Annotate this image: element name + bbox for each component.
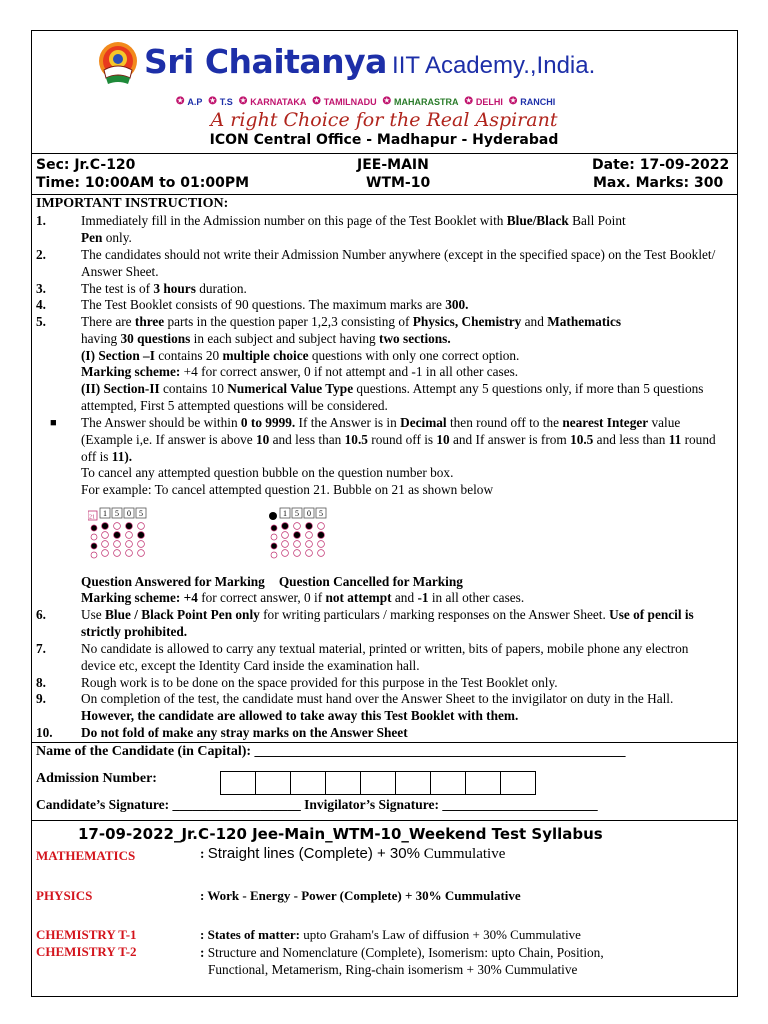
gear-icon: ✪: [382, 96, 391, 107]
divider: [31, 820, 738, 821]
admission-number-label: Admission Number:: [36, 771, 157, 786]
admission-digit-box[interactable]: [465, 771, 501, 795]
signature-row: [36, 797, 598, 813]
state-label: KARNATAKA: [250, 96, 307, 107]
instruction-7: 7. No candidate is allowed to carry any textual material, printed or written, bits of papers, mobile phone any electron device etc, except the Identity Card inside the examination hall.: [36, 641, 689, 673]
digit-label: 5: [139, 509, 143, 518]
academy-logo-icon: [96, 40, 140, 86]
answer-bubble: [306, 541, 313, 548]
digit-label: 1: [103, 509, 107, 518]
state-item: [509, 96, 555, 107]
state-label: DELHI: [475, 96, 503, 107]
instruction-4: 4. The Test Booklet consists of 90 questions. The maximum marks are 300.: [36, 297, 469, 312]
candidate-name-row: [36, 744, 626, 760]
instruction-number: 10.: [36, 725, 53, 740]
brand-sub-text: IIT Academy.,India.: [392, 52, 596, 79]
sign-bubble: [91, 525, 97, 531]
topic-mathematics: : Straight lines (Complete) + 30% Cummulative: [200, 845, 506, 862]
state-item: [383, 96, 459, 107]
exam-time: Time: 10:00AM to 01:00PM: [36, 175, 250, 191]
divider: [31, 153, 738, 154]
subject-chemistry-t1: CHEMISTRY T-1: [36, 927, 137, 942]
answer-bubble: [102, 532, 109, 539]
brand-main-text: Sri Chaitanya: [144, 42, 387, 81]
subject-chemistry-t2: CHEMISTRY T-2: [36, 944, 137, 959]
answer-bubble: [306, 532, 313, 539]
caption-cancelled: Question Cancelled for Marking: [278, 574, 463, 589]
instruction-number: 4.: [36, 297, 46, 312]
admission-digit-box[interactable]: [430, 771, 466, 795]
state-label: A.P: [187, 96, 203, 107]
instruction-6: 6. Use Blue / Black Point Pen only for writing particulars / marking responses on the Answer Sheet. Use of pencil is strictly prohibited.: [36, 607, 694, 639]
invigilator-signature-field[interactable]: _______________________: [442, 797, 598, 812]
answer-bubble: [126, 541, 133, 548]
answer-bubble: [318, 532, 325, 539]
answer-bubble: [102, 550, 109, 557]
divider: [31, 742, 738, 743]
question-number: 21: [89, 514, 95, 521]
instruction-number: 2.: [36, 247, 46, 262]
section-code: Sec: Jr.C-120: [36, 157, 136, 173]
state-item: [312, 96, 376, 107]
tagline: A right Choice for the Real Aspirant: [210, 109, 558, 131]
bubble-grid-cancelled: [268, 506, 348, 568]
sign-bubble: [91, 552, 97, 558]
sign-bubble: [271, 534, 277, 540]
digit-label: 5: [295, 509, 299, 518]
sign-bubble: [91, 543, 97, 549]
instruction-number: 8.: [36, 675, 46, 690]
gear-icon: ✪: [312, 96, 321, 107]
bullet-icon: ■: [50, 417, 57, 429]
exam-name: JEE-MAIN: [357, 157, 429, 173]
state-label: TAMILNADU: [323, 96, 377, 107]
state-label: MAHARASTRA: [393, 96, 459, 107]
admission-digit-box[interactable]: [395, 771, 431, 795]
gear-icon: ✪: [508, 96, 518, 107]
gear-icon: ✪: [208, 96, 217, 107]
candidate-name-field[interactable]: _____________________________________________________: [254, 744, 626, 759]
state-list: [176, 96, 596, 107]
answer-bubble: [294, 541, 301, 548]
answer-bubble: [282, 541, 289, 548]
instruction-number: 3.: [36, 281, 46, 296]
admission-number-boxes[interactable]: [221, 771, 536, 795]
candidate-name-label: Name of the Candidate (in Capital):: [36, 744, 255, 759]
candidate-signature-label: Candidate’s Signature:: [36, 797, 173, 812]
instruction-3: 3. The test is of 3 hours duration.: [36, 281, 247, 296]
cancel-bubble: [269, 512, 277, 520]
answer-bubble: [114, 532, 121, 539]
digit-label: 0: [127, 509, 131, 518]
digit-label: 5: [115, 509, 119, 518]
divider: [31, 194, 738, 195]
answer-bubble: [294, 523, 301, 530]
test-code: WTM-10: [366, 175, 431, 191]
answer-bubble: [306, 550, 313, 557]
answer-bubble: [114, 550, 121, 557]
instruction-1: 1. Immediately fill in the Admission number on this page of the Test Booklet with Blue/Black Ball Point Pen only.: [36, 213, 626, 245]
answer-bubble: [126, 550, 133, 557]
subject-mathematics: MATHEMATICS: [36, 848, 136, 863]
admission-digit-box[interactable]: [500, 771, 536, 795]
digit-label: 0: [307, 509, 311, 518]
brand-name: [144, 42, 595, 81]
gear-icon: ✪: [238, 96, 248, 107]
marking-scheme: Marking scheme: +4 for correct answer, 0 if not attempt and -1 in all other cases.: [81, 590, 525, 605]
answer-bubble: [318, 550, 325, 557]
sign-bubble: [271, 552, 277, 558]
max-marks: Max. Marks: 300: [593, 175, 724, 191]
admission-digit-box[interactable]: [220, 771, 256, 795]
instruction-2: 2. The candidates should not write their Admission Number anywhere (except in the specified space) on the Test Booklet/ Answer Sheet.: [36, 247, 716, 279]
exam-date: Date: 17-09-2022: [592, 157, 730, 173]
answer-bubble: [318, 541, 325, 548]
state-item: [176, 96, 202, 107]
state-item: [464, 96, 502, 107]
topic-chemistry-t2: : Structure and Nomenclature (Complete), Isomerism: upto Chain, Position, Functional, Metamerism, Ring-chain isomerism + 30% Cummulative: [200, 945, 604, 977]
topic-physics: : Work - Energy - Power (Complete) + 30% Cummulative: [200, 888, 521, 903]
digit-label: 5: [319, 509, 323, 518]
gear-icon: ✪: [464, 96, 473, 107]
topic-chemistry-t1: : States of matter: upto Graham's Law of diffusion + 30% Cummulative: [200, 927, 581, 942]
caption-answered: Question Answered for Marking: [81, 574, 265, 589]
state-item: [208, 96, 232, 107]
instructions-title: IMPORTANT INSTRUCTION:: [36, 196, 229, 211]
sign-bubble: [271, 525, 277, 531]
answer-bubble: [126, 532, 133, 539]
instruction-number: 7.: [36, 641, 46, 656]
answer-bubble: [294, 550, 301, 557]
answer-bubble: [138, 550, 145, 557]
office-address: ICON Central Office - Madhapur - Hyderabad: [209, 132, 559, 148]
state-label: RANCHI: [520, 96, 556, 107]
bubble-captions: [81, 574, 463, 590]
instruction-8: 8. Rough work is to be done on the space provided for this purpose in the Test Booklet only.: [36, 675, 558, 690]
answer-bubble: [102, 523, 109, 530]
admission-digit-box[interactable]: [325, 771, 361, 795]
answer-bubble: [138, 541, 145, 548]
syllabus-title: 17-09-2022_Jr.C-120 Jee-Main_WTM-10_Weekend Test Syllabus: [78, 825, 603, 843]
answer-bubble: [282, 523, 289, 530]
instruction-9: 9. On completion of the test, the candidate must hand over the Answer Sheet to the invigilator on duty in the Hall. However, the candidate are allowed to take away this Test Booklet with them.: [36, 691, 674, 723]
instruction-5: 5. There are three parts in the question paper 1,2,3 consisting of Physics, Chemistry and Mathematics having 30 questions in each subject and subject having two sections. (I) Section –I contains 20 multiple choice questions with only one correct option. Marking scheme: +4 for correct answer, 0 if not attempt and -1 in all other cases. (II) Section-II contains 10 Numerical Value Type questions. Attempt any 5 questions only, if more than 5 questions attempted, First 5 attempted questions will be considered.: [36, 314, 704, 413]
admission-digit-box[interactable]: [290, 771, 326, 795]
answer-bubble: [306, 523, 313, 530]
answer-bubble: [138, 523, 145, 530]
subject-physics: PHYSICS: [36, 888, 93, 903]
answer-bubble: [102, 541, 109, 548]
instruction-number: 9.: [36, 691, 46, 706]
instruction-number: 6.: [36, 607, 46, 622]
answer-bubble: [126, 523, 133, 530]
bubble-grid-answered: [88, 506, 168, 568]
answer-bubble: [114, 541, 121, 548]
invigilator-signature-label: Invigilator’s Signature:: [304, 797, 443, 812]
answer-bubble: [282, 532, 289, 539]
instruction-number: 5.: [36, 314, 46, 329]
admission-digit-box[interactable]: [360, 771, 396, 795]
instruction-10: 10. Do not fold of make any stray marks on the Answer Sheet: [36, 725, 408, 740]
state-item: [239, 96, 307, 107]
sign-bubble: [91, 534, 97, 540]
sign-bubble: [271, 543, 277, 549]
gear-icon: ✪: [176, 96, 185, 107]
instruction-bullet: ■ The Answer should be within 0 to 9999. If the Answer is in Decimal then round off to the nearest Integer value (Example i,e. If answer is above 10 and less than 10.5 round off is 10 and If answer is from 10.5 and less than 11 round off is 11). To cancel any attempted question bubble on the question number box. For example: To cancel attempted question 21. Bubble on 21 as shown below: [50, 415, 716, 498]
admission-digit-box[interactable]: [255, 771, 291, 795]
state-label: T.S: [219, 96, 233, 107]
answer-bubble: [138, 532, 145, 539]
answer-bubble: [294, 532, 301, 539]
answer-bubble: [282, 550, 289, 557]
answer-bubble: [114, 523, 121, 530]
candidate-signature-field[interactable]: ___________________: [172, 797, 305, 812]
instruction-number: 1.: [36, 213, 46, 228]
answer-bubble: [318, 523, 325, 530]
digit-label: 1: [283, 509, 287, 518]
